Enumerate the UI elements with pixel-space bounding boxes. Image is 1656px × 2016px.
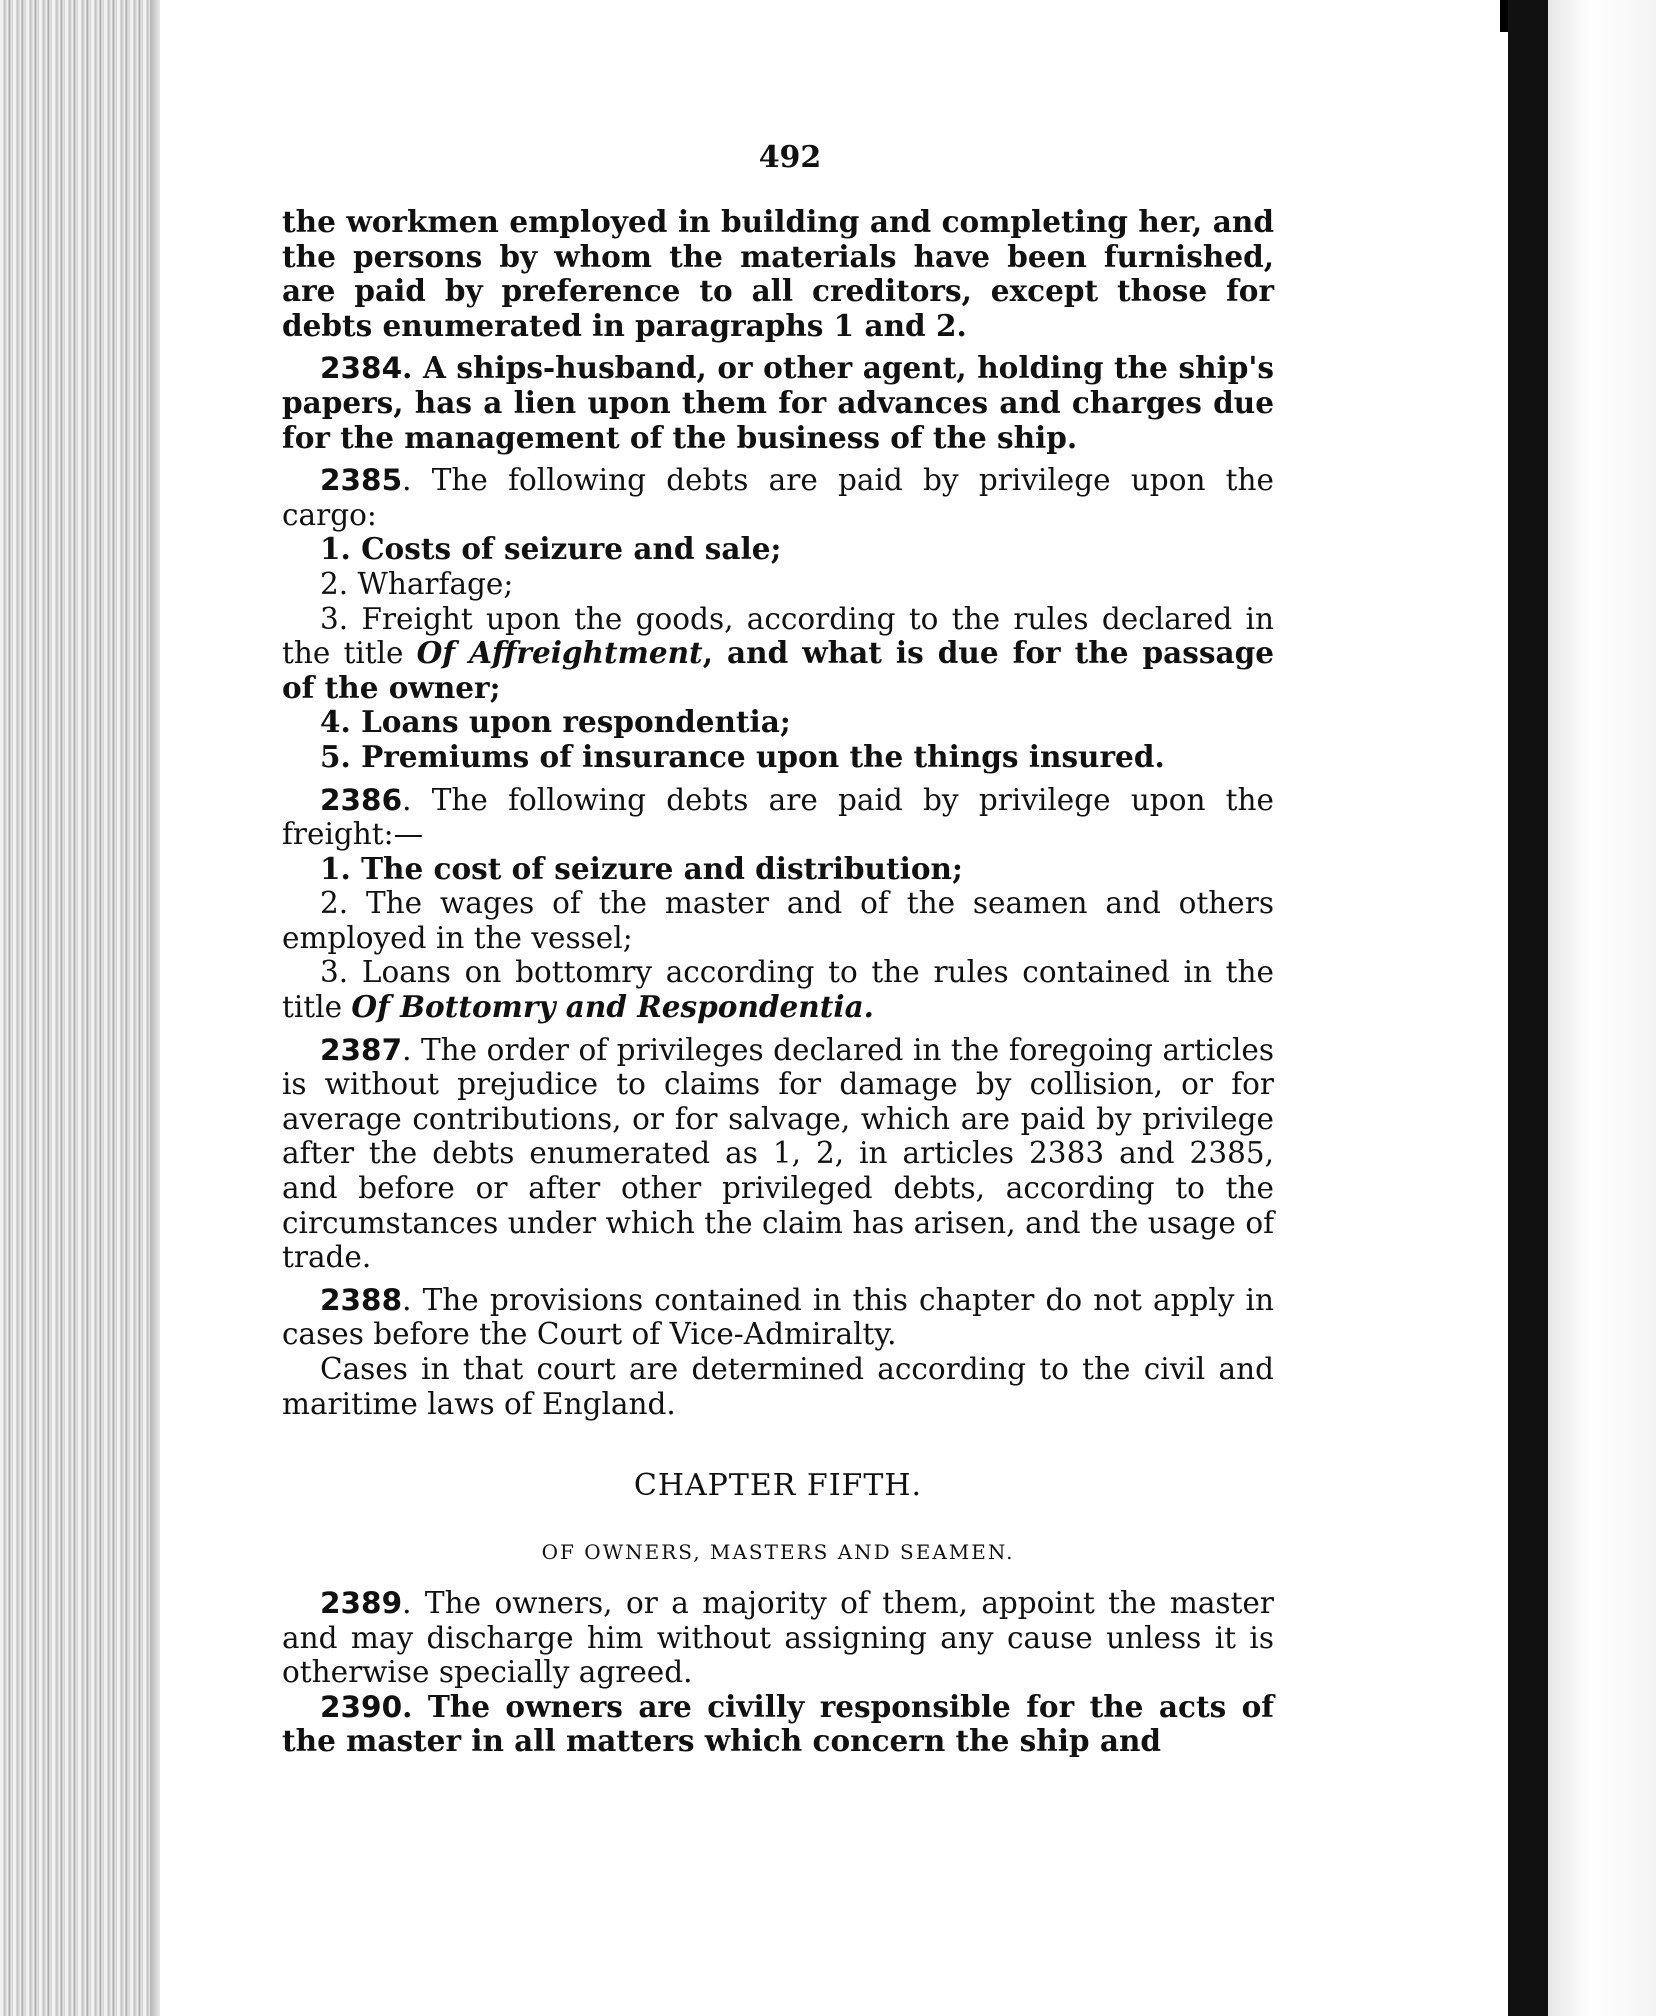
chapter-subtitle: OF OWNERS, MASTERS AND SEAMEN. [541,1540,1015,1564]
title-reference: Of Affreightment [416,635,703,671]
list-item [282,955,1274,1024]
list-item [282,602,1274,706]
article-2388-continuation: Cases in that court are determined according to the civil and maritime laws of England. [282,1352,1274,1421]
list-item: 4. Loans upon respondentia; [320,704,791,740]
list-item-text: , and what is due for the passage of the owner; [282,635,1274,705]
list-item-text: 3. Freight upon the goods, according to the rules declared in the title [282,601,1274,671]
book-page-edges [0,0,160,2016]
page-number: 492 [758,140,822,175]
list-item: 2. The wages of the master and of the seamen and others employed in the vessel; [282,886,1274,955]
chapter-heading: CHAPTER FIFTH. [633,1468,923,1503]
title-reference: Of Bottomry and Respondentia. [351,989,874,1025]
article-text: . The owners, or a majority of them, appoint the master and may discharge him without assigning any cause unless it is otherwise specially agreed. [282,1586,1274,1690]
article-number: 2386 [320,782,403,817]
list-item: 5. Premiums of insurance upon the things insured. [320,738,1165,774]
article-text: . A ships-husband, or other agent, holding the ship's papers, has a lien upon them for advances and charges due for the management of the business of the ship. [282,350,1274,455]
article-number: 2387 [320,1032,403,1067]
article-2386 [282,783,1274,852]
article-number: 2384 [320,351,403,386]
list-item: 2. Wharfage; [320,566,514,601]
article-text: . The following debts are paid by privilege upon the cargo: [282,463,1274,532]
article-2387 [282,1033,1274,1275]
article-2385 [282,463,1274,532]
article-text: . The order of privileges declared in the foregoing articles is without prejudice to claims for damage by collision, or for average contributions, or for salvage, which are paid by privilege after the debts enumerated as 1, 2, in articles 2383 and 2385, and before or after other privileged debts, according to the circumstances under which the claim has arisen, and the usage of trade. [282,1032,1274,1275]
article-text: . The provisions contained in this chapter do not apply in cases before the Court of Vice-Admiralty. [282,1282,1274,1352]
article-number: 2388 [320,1282,403,1317]
article-number: 2389 [320,1586,403,1620]
article-2384 [282,351,1274,455]
article-text: . The following debts are paid by privilege upon the freight:— [282,782,1274,852]
scan-margin-right [1548,0,1656,2016]
article-2390 [282,1690,1274,1759]
article-2388 [282,1283,1274,1352]
list-item: 1. Costs of seizure and sale; [320,531,782,567]
article-number: 2385 [320,463,403,498]
article-number: 2390 [320,1689,403,1724]
list-item-text: 3. Loans on bottomry according to the rules contained in the title [282,955,1274,1025]
page-body-continued [282,1586,1274,1759]
book-binding-edge [1508,0,1548,2016]
page-body [282,205,1274,1421]
article-2389 [282,1586,1274,1690]
article-text: . The owners are civilly responsible for the acts of the master in all matters which concern the ship and [282,1688,1274,1759]
paragraph-continuation: the workmen employed in building and completing her, and the persons by whom the materials have been furnished, are paid by preference to all creditors, except those for debts enumerated in paragraphs 1 and 2. [282,204,1274,343]
list-item: 1. The cost of seizure and distribution; [320,850,963,886]
